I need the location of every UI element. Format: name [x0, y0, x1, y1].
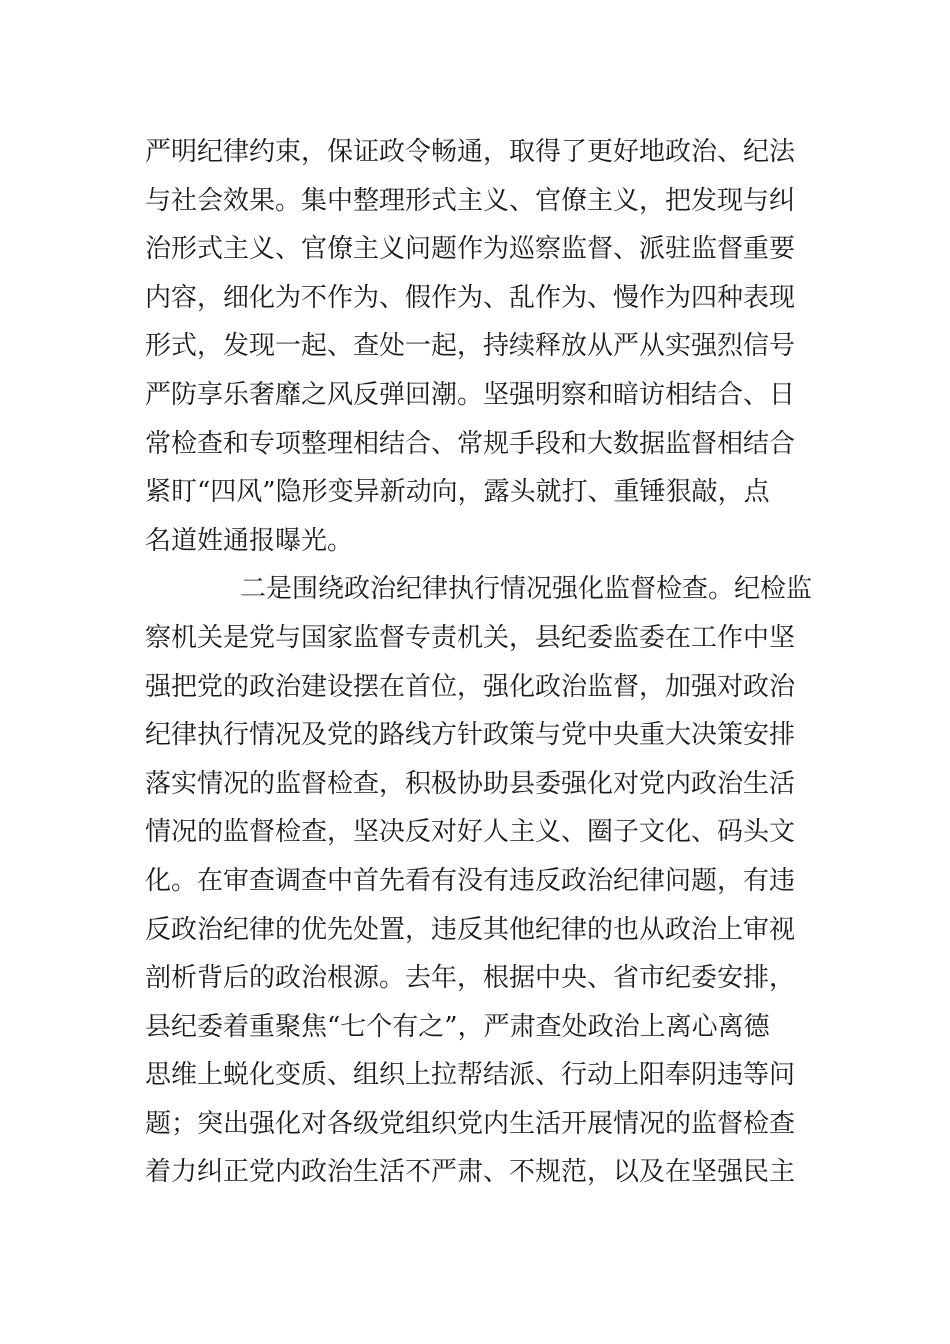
text-line: 形式，发现一起、查处一起，持续释放从严从实强烈信号 — [145, 331, 796, 362]
text-line: 紧盯“四风”隐形变异新动向，露头就打、重锤狠敲，点 — [145, 477, 770, 508]
text-line: 内容，细化为不作为、假作为、乱作为、慢作为四种表现 — [145, 282, 796, 313]
text-line: 剖析背后的政治根源。去年，根据中央、省市纪委安排， — [145, 963, 796, 994]
text-line: 落实情况的监督检查，积极协助县委强化对党内政治生活 — [145, 768, 796, 799]
text-line: 治形式主义、官僚主义问题作为巡察监督、派驻监督重要 — [145, 234, 796, 265]
text-line: 严明纪律约束，保证政令畅通，取得了更好地政治、纪法 — [145, 137, 796, 167]
text-line: 察机关是党与国家监督专责机关，县纪委监委在工作中坚 — [145, 622, 796, 653]
text-line: 县纪委着重聚焦“七个有之”，严肃查处政治上离心离德 — [145, 1011, 770, 1042]
text-line: 常检查和专项整理相结合、常规手段和大数据监督相结合 — [145, 428, 796, 459]
text-line: 名道姓通报曝光。 — [145, 525, 354, 556]
body-text — [145, 128, 815, 1197]
text-line: 纪律执行情况及党的路线方针政策与党中央重大决策安排 — [145, 720, 796, 751]
paragraph-heading-line: 二是围绕政治纪律执行情况强化监督检查。纪检监 — [240, 574, 813, 605]
text-line: 强把党的政治建设摆在首位，强化政治监督，加强对政治 — [145, 671, 796, 702]
text-line: 反政治纪律的优先处置，违反其他纪律的也从政治上审视 — [145, 914, 796, 945]
text-line: 化。在审查调查中首先看有没有违反政治纪律问题，有违 — [145, 865, 796, 896]
text-line: 题；突出强化对各级党组织党内生活开展情况的监督检查 — [145, 1108, 796, 1139]
text-line: 严防享乐奢靡之风反弹回潮。坚强明察和暗访相结合、日 — [145, 379, 796, 410]
text-line: 与社会效果。集中整理形式主义、官僚主义，把发现与纠 — [145, 185, 796, 216]
text-line: 思维上蜕化变质、组织上拉帮结派、行动上阳奉阴违等问 — [145, 1060, 796, 1091]
text-line: 着力纠正党内政治生活不严肃、不规范，以及在坚强民主 — [145, 1157, 796, 1188]
text-line: 情况的监督检查，坚决反对好人主义、圈子文化、码头文 — [145, 817, 796, 848]
